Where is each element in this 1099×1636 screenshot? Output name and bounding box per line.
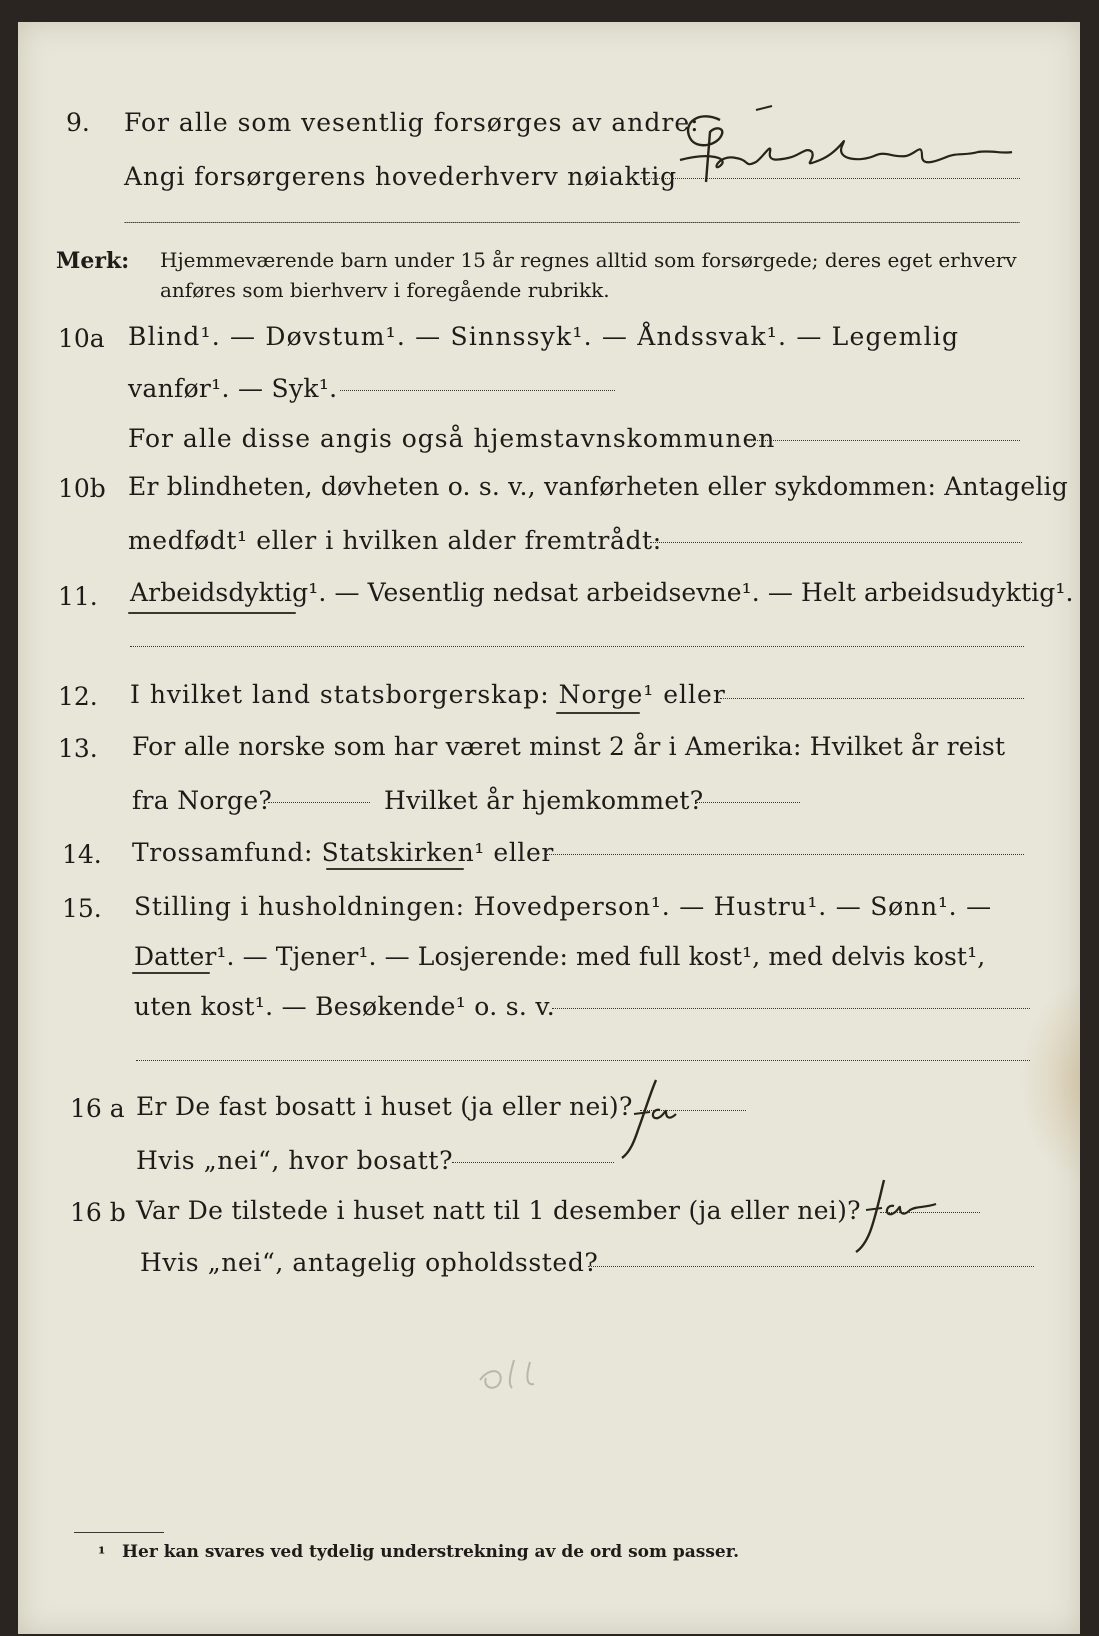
q14-answer-line — [546, 854, 1024, 855]
q10b-number: 10b — [58, 474, 106, 503]
q16b-handwritten-answer[interactable] — [850, 1176, 950, 1256]
footnote-mark: ¹ — [98, 1544, 106, 1564]
q13-departure-line — [268, 802, 370, 803]
q16b-number: 16 b — [70, 1198, 126, 1227]
q13-line2b: Hvilket år hjemkommet? — [384, 786, 704, 815]
q16b-line1: Var De tilstede i huset natt til 1 desember (ja eller nei)? — [136, 1196, 861, 1225]
q15-line2: Datter¹. — Tjener¹. — Losjerende: med full kost¹, med delvis kost¹, — [134, 942, 986, 971]
q12-line1: I hvilket land statsborgerskap: Norge¹ eller — [130, 680, 726, 709]
q13-number: 13. — [58, 734, 98, 763]
q13-line1: For alle norske som har været minst 2 år i Amerika: Hvilket år reist — [132, 732, 1006, 761]
q15-separator-line — [136, 1060, 1030, 1061]
q9-line2: Angi forsørgerens hovederhverv nøiaktig — [124, 162, 677, 191]
q12-underline-norge — [556, 712, 640, 714]
q16a-line1: Er De fast bosatt i huset (ja eller nei)? — [136, 1092, 633, 1121]
q11-separator-line — [130, 646, 1024, 647]
q10a-line3: For alle disse angis også hjemstavnskommunen — [128, 424, 776, 453]
footnote-text: Her kan svares ved tydelig understrekning av de ord som passer. — [122, 1542, 740, 1562]
q10a-line1: Blind¹. — Døvstum¹. — Sinnssyk¹. — Åndssvak¹. — Legemlig — [128, 322, 960, 351]
q9-separator-line — [124, 222, 1020, 223]
pencil-mark — [470, 1350, 570, 1400]
q10b-line1: Er blindheten, døvheten o. s. v., vanførheten eller sykdommen: Antagelig — [128, 472, 1068, 501]
q15-line1: Stilling i husholdningen: Hovedperson¹. — Hustru¹. — Sønn¹. — — [134, 892, 992, 921]
q13-return-line — [696, 802, 800, 803]
q10b-answer-line — [650, 542, 1022, 543]
q10a-number: 10a — [58, 324, 105, 353]
q16a-number: 16 a — [70, 1094, 125, 1123]
q14-underline-statskirken — [326, 868, 464, 870]
q12-number: 12. — [58, 682, 98, 711]
q9-line1: For alle som vesentlig forsørges av andre: — [124, 108, 700, 137]
q15-number: 15. — [62, 894, 102, 923]
q10a-hometown-line — [748, 440, 1020, 441]
q14-number: 14. — [62, 840, 102, 869]
q16a-handwritten-answer[interactable] — [610, 1074, 690, 1162]
q12-answer-line — [720, 698, 1024, 699]
q16a-residence-line — [452, 1162, 614, 1163]
q16a-line2: Hvis „nei“, hvor bosatt? — [136, 1146, 454, 1175]
q14-line1: Trossamfund: Statskirken¹ eller — [132, 838, 554, 867]
q11-line1: Arbeidsdyktig¹. — Vesentlig nedsat arbeidsevne¹. — Helt arbeidsudyktig¹. — [130, 578, 1074, 607]
q16b-location-line — [588, 1266, 1034, 1267]
merk-line1: Hjemmeværende barn under 15 år regnes alltid som forsørgede; deres eget erhverv — [160, 248, 1017, 272]
merk-label: Merk: — [56, 248, 130, 274]
q15-line3: uten kost¹. — Besøkende¹ o. s. v. — [134, 992, 556, 1021]
q16b-line2: Hvis „nei“, antagelig opholdssted? — [140, 1248, 599, 1277]
q9-number: 9. — [66, 108, 90, 137]
q13-line2a: fra Norge? — [132, 786, 273, 815]
q15-answer-line — [552, 1008, 1030, 1009]
footnote-rule — [74, 1532, 164, 1533]
q10a-answer-line — [340, 390, 615, 391]
q9-handwritten-answer[interactable] — [660, 102, 1020, 198]
q10b-line2: medfødt¹ eller i hvilken alder fremtrådt: — [128, 526, 662, 555]
merk-line2: anføres som bierhverv i foregående rubrikk. — [160, 278, 610, 302]
q11-underline-arbeidsdyktig — [128, 612, 296, 614]
q11-number: 11. — [58, 582, 98, 611]
q10a-line2: vanfør¹. — Syk¹. — [128, 374, 338, 403]
q15-underline-datter — [132, 972, 210, 974]
